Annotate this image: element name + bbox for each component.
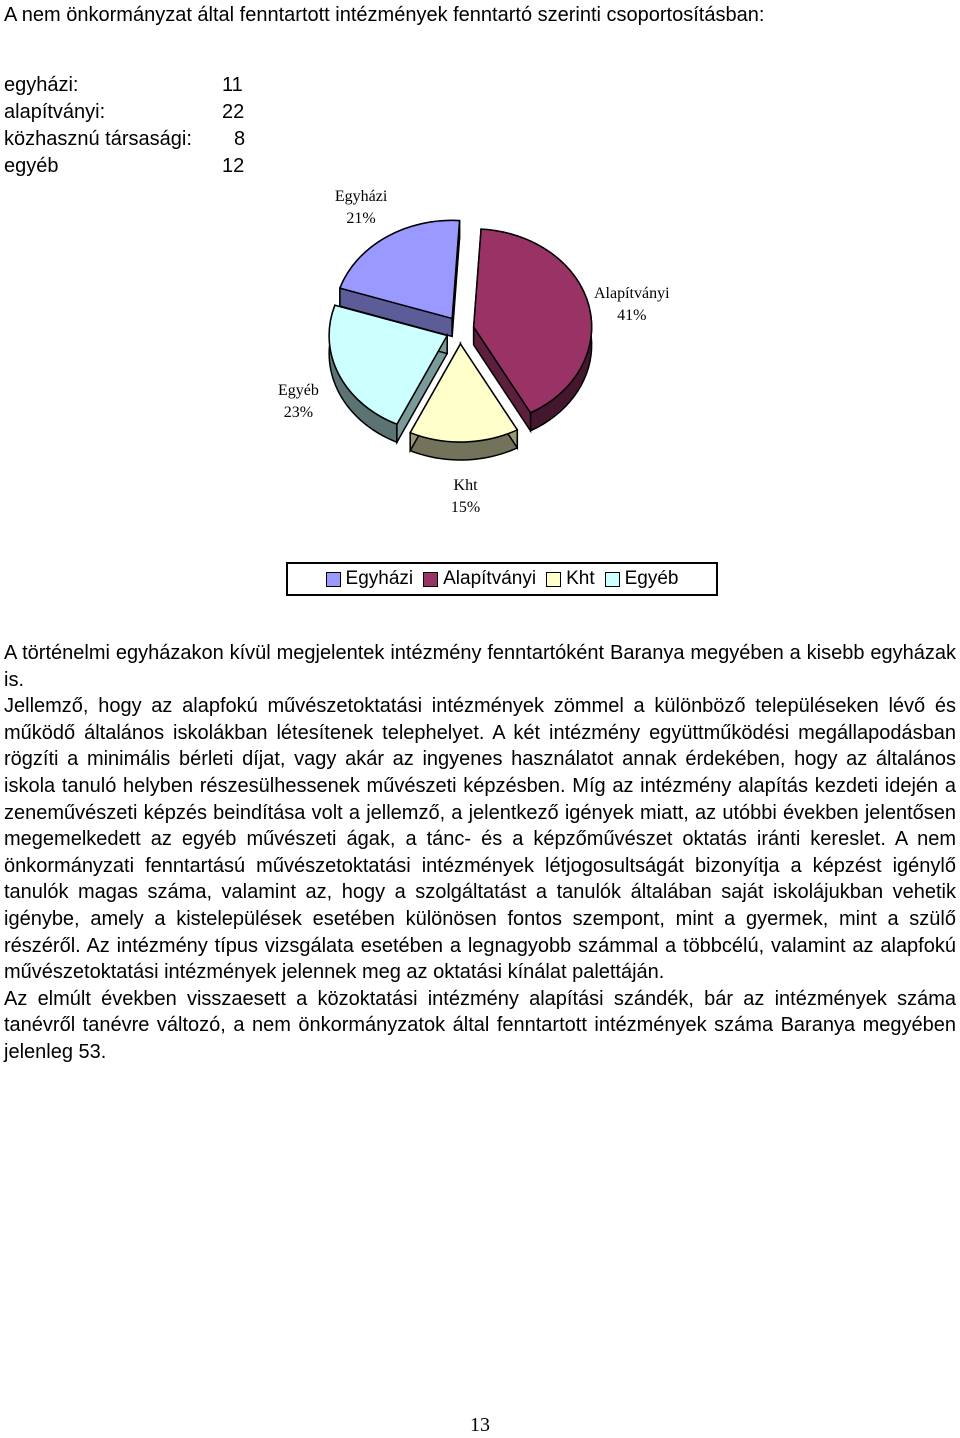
paragraph: Az elmúlt években visszaesett a közoktatási intézmény alapítási szándék, bár az intézmények száma tanévről tanévre változó, a nem önkormányzatok által fenntartott intézmények száma Baranya megyében jelenleg 53. <box>4 987 956 1063</box>
pie-label-percent: 21% <box>346 210 376 228</box>
paragraph: A történelmi egyházakon kívül megjelentek intézmény fenntartóként Baranya megyében a kisebb egyházak is. <box>4 642 956 691</box>
pie-label-percent: 23% <box>283 403 314 421</box>
stat-value: 22 <box>222 101 245 123</box>
pie-label-name: Egyházi <box>334 188 388 206</box>
pie-label-name: Kht <box>453 476 478 494</box>
pie-label-egyéb <box>278 380 319 424</box>
page-number: 13 <box>470 1414 490 1436</box>
pie-label-kht <box>451 475 480 519</box>
stat-row-egyhazi <box>4 72 264 99</box>
legend-label: Kht <box>566 568 595 589</box>
legend-item-kht <box>546 568 595 590</box>
pie-label-alapítványi <box>594 283 670 327</box>
legend-swatch <box>605 572 620 587</box>
chart-legend <box>286 562 718 596</box>
stat-row-egyeb <box>4 153 264 180</box>
legend-label: Egyéb <box>624 568 679 589</box>
stat-label: egyéb <box>4 155 59 177</box>
pie-label-egyházi <box>335 186 387 230</box>
pie-chart <box>0 180 960 600</box>
stat-value: 12 <box>222 155 245 177</box>
paragraph: Jellemző, hogy az alapfokú művészetoktatási intézmények zömmel a különböző településeken lévő és működő általános iskolákban létesítenek telephelyet. A két intézmény együttműködési megállapodásban rögzíti a minimális bérleti díjat, vagy akár az ingyenes használatot annak érdekében, hogy az általános iskola tanuló helyben részesülhessenek művészeti képzésben. Míg az intézmény alapítás kezdeti idején a zeneművészeti képzés beindítása volt a jellemző, a jelentkező igények miatt, az utóbbi években jelentősen megemelkedett az egyéb művészeti ágak, a tánc- és a képzőművészet oktatás iránti kereslet. A nem önkormányzati fenntartású művészetoktatási intézmények létjogosultságát bizonyítja a képzést igénylő tanulók magas száma, valamint az, hogy a szolgáltatást a tanulók általában saját iskolájukban vehetik igénybe, amely a kistelepülések esetében különösen fontos szempont, mint a gyermek, mint a szülő részéről. Az intézmény típus vizsgálata esetében a legnagyobb számmal a többcélú, valamint az alapfokú művészetoktatási intézmények jelennek meg az oktatási kínálat palettáján. <box>4 695 956 984</box>
legend-label: Alapítványi <box>443 568 537 589</box>
stat-row-alapitvanyi <box>4 99 264 126</box>
legend-swatch <box>546 572 561 587</box>
pie-label-percent: 41% <box>617 306 647 324</box>
pie-label-percent: 15% <box>450 498 481 516</box>
legend-item-alapitvanyi <box>423 568 536 590</box>
stat-value: 11 <box>222 74 243 96</box>
pie-label-name: Alapítványi <box>593 284 670 302</box>
page-heading: A nem önkormányzat által fenntartott intézmények fenntartó szerinti csoportosításban: <box>4 4 765 26</box>
legend-item-egyhazi <box>326 568 414 590</box>
stats-list <box>4 72 264 180</box>
legend-label: Egyházi <box>345 568 414 589</box>
stat-row-kozhasznu <box>4 126 264 153</box>
stat-label: egyházi: <box>4 74 79 96</box>
legend-swatch <box>326 572 341 587</box>
stat-label: alapítványi: <box>4 101 106 123</box>
pie-label-name: Egyéb <box>278 381 319 399</box>
stat-label: közhasznú társasági: <box>4 128 192 150</box>
body-text <box>4 640 956 1066</box>
legend-swatch <box>423 572 438 587</box>
legend-item-egyeb <box>605 568 679 590</box>
stat-value: 8 <box>234 128 246 150</box>
